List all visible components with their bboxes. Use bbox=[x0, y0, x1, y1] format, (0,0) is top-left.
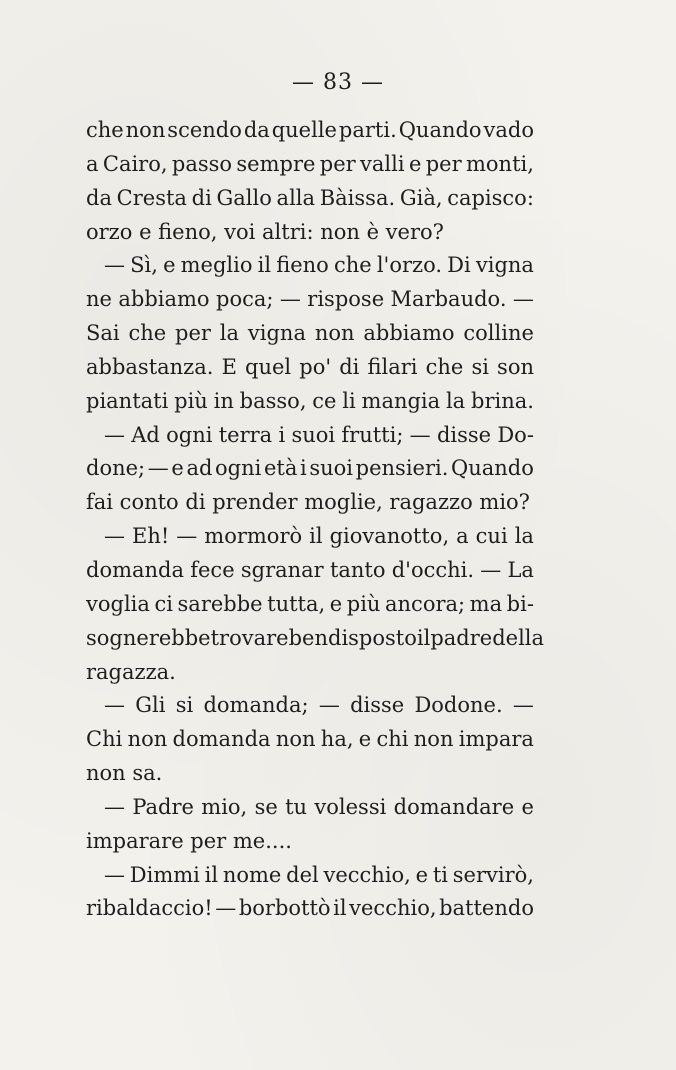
body-text bbox=[86, 114, 545, 926]
text-line: non sa. bbox=[86, 761, 163, 786]
text-line: sognerebbe trovare ben disposto il padre della bbox=[86, 625, 545, 650]
text-line: imparare per me.... bbox=[86, 828, 292, 853]
text-line: che non scendo da quelle parti. Quando vado bbox=[86, 118, 534, 142]
text-line: ne abbiamo poca; — rispose Marbaudo. — bbox=[86, 287, 534, 312]
text-line: piantati più in basso, ce li mangia la brina. bbox=[86, 388, 534, 413]
text-line: ragazza. bbox=[86, 659, 176, 684]
text-line: Chi non domanda non ha, e chi non impara bbox=[86, 727, 534, 752]
text-line: — Padre mio, se tu volessi domandare e bbox=[104, 794, 534, 819]
text-line: voglia ci sarebbe tutta, e più ancora; ma bi- bbox=[86, 591, 534, 616]
text-line: fai conto di prender moglie, ragazzo mio? bbox=[86, 490, 530, 515]
text-line: — Dimmi il nome del vecchio, e ti servirò, bbox=[104, 862, 534, 887]
text-line: done; — e ad ogni età i suoi pensieri. Quando bbox=[86, 456, 534, 481]
text-line: — Sì, e meglio il fieno che l'orzo. Di vigna bbox=[104, 253, 534, 278]
text-line: da Cresta di Gallo alla Bàissa. Già, capisco: bbox=[86, 185, 534, 210]
text-line: — Gli si domanda; — disse Dodone. — bbox=[104, 693, 534, 718]
text-line: abbastanza. E quel po' di filari che si son bbox=[86, 354, 534, 379]
text-line: orzo e fieno, voi altri: non è vero? bbox=[86, 219, 444, 244]
text-line: Sai che per la vigna non abbiamo colline bbox=[86, 321, 534, 346]
text-line: — Ad ogni terra i suoi frutti; — disse Do- bbox=[104, 422, 534, 447]
text-line: domanda fece sgranar tanto d'occhi. — La bbox=[86, 557, 534, 582]
text-line: a Cairo, passo sempre per valli e per monti, bbox=[86, 151, 534, 176]
text-line: ribaldaccio! — borbottò il vecchio, battendo bbox=[86, 896, 534, 921]
text-line: — Eh! — mormorò il giovanotto, a cui la bbox=[104, 524, 534, 549]
page-number: — 83 — bbox=[292, 70, 384, 95]
